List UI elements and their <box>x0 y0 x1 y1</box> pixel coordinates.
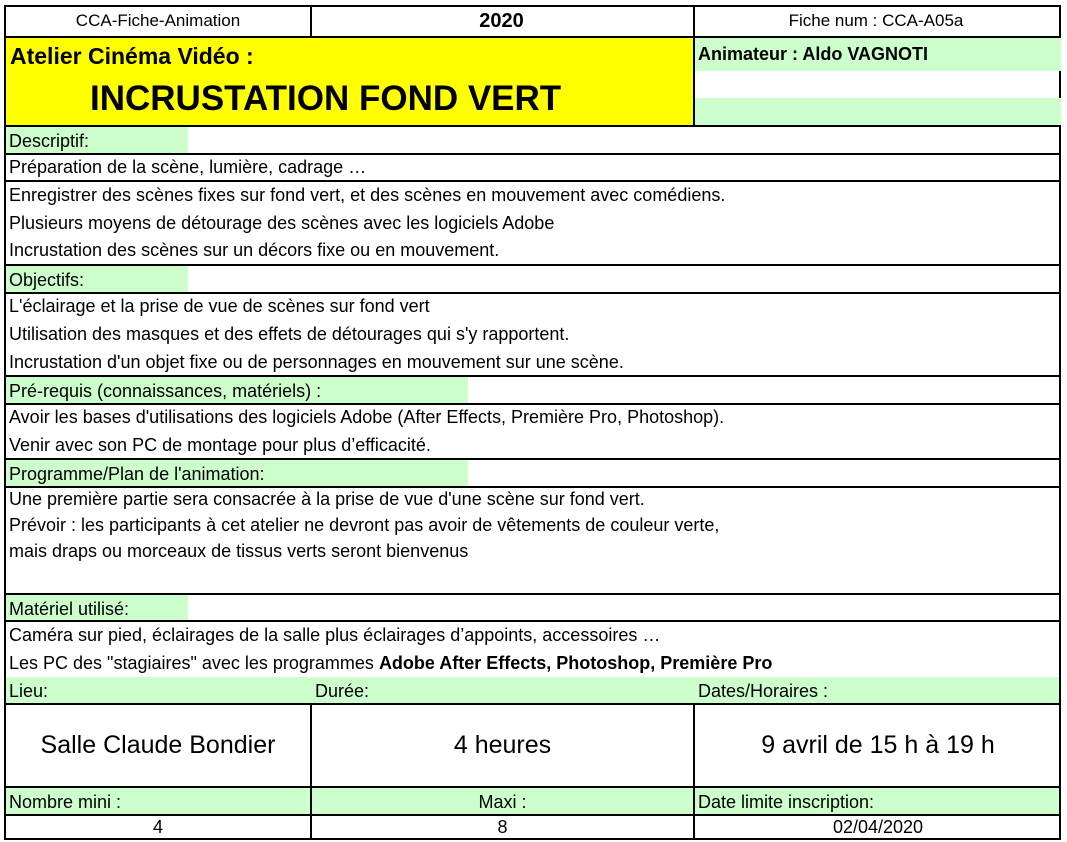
descriptif-line: Plusieurs moyens de détourage des scènes avec les logiciels Adobe <box>9 213 555 233</box>
divider <box>6 620 1059 622</box>
divider <box>6 458 1059 460</box>
maxi-label: Maxi : <box>478 792 527 812</box>
descriptif-line: Préparation de la scène, lumière, cadrage … <box>9 157 367 177</box>
programme-line: Prévoir : les participants à cet atelier ne devront pas avoir de vêtements de couleur verte, <box>9 515 720 535</box>
duree-value: 4 heures <box>453 731 552 759</box>
objectifs-line: Utilisation des masques et des effets de détourages qui s'y rapportent. <box>9 324 570 344</box>
mini-label-cell: Nombre mini : <box>6 788 1059 814</box>
descriptif-line: Enregistrer des scènes fixes sur fond vert, et des scènes en mouvement avec comédiens. <box>9 185 726 205</box>
divider <box>693 7 695 127</box>
objectifs-line: Incrustation d'un objet fixe ou de personnages en mouvement sur une scène. <box>9 352 624 372</box>
divider <box>6 593 1059 595</box>
divider <box>6 180 1059 182</box>
header-fiche-number: Fiche num : CCA-A05a <box>788 11 964 30</box>
section-label-prerequis: Pré-requis (connaissances, matériels) : <box>6 377 468 403</box>
divider <box>6 264 1059 266</box>
divider <box>6 153 1059 155</box>
divider <box>693 703 695 838</box>
maxi-value: 8 <box>497 817 508 837</box>
materiel-line <box>9 649 772 677</box>
divider <box>6 786 1059 788</box>
divider <box>6 292 1059 294</box>
animateur-filler <box>695 98 1061 125</box>
header-year: 2020 <box>479 10 524 32</box>
materiel-line: Caméra sur pied, éclairages de la salle plus éclairages d’appoints, accessoires … <box>9 625 661 645</box>
lieu-value: Salle Claude Bondier <box>40 731 276 759</box>
prerequis-line: Venir avec son PC de montage pour plus d’efficacité. <box>9 435 431 455</box>
divider <box>6 703 1059 705</box>
page-title: INCRUSTATION FOND VERT <box>90 79 562 118</box>
dates-value: 9 avril de 15 h à 19 h <box>761 731 995 759</box>
section-label-objectifs: Objectifs: <box>6 266 188 292</box>
lieu-label: Lieu: <box>6 677 1059 703</box>
materiel-software-list: Adobe After Effects, Photoshop, Première Pro <box>378 653 773 673</box>
section-label-descriptif: Descriptif: <box>6 127 188 153</box>
section-label-programme: Programme/Plan de l'animation: <box>6 460 468 486</box>
divider <box>310 703 312 838</box>
divider <box>6 403 1059 405</box>
duree-label: Durée: <box>315 681 370 701</box>
programme-line: mais draps ou morceaux de tissus verts seront bienvenus <box>9 541 469 561</box>
limite-value: 02/04/2020 <box>832 817 924 837</box>
divider <box>6 486 1059 488</box>
limite-label: Date limite inscription: <box>698 792 875 812</box>
prerequis-line: Avoir les bases d'utilisations des logiciels Adobe (After Effects, Première Pro, Photoshop). <box>9 407 725 427</box>
title-block <box>6 38 693 125</box>
divider <box>310 7 312 36</box>
programme-line: Une première partie sera consacrée à la prise de vue d'une scène sur fond vert. <box>9 489 645 509</box>
divider <box>6 125 1059 127</box>
divider <box>6 814 1059 816</box>
objectifs-line: L'éclairage et la prise de vue de scènes sur fond vert <box>9 296 430 316</box>
title-line-1: Atelier Cinéma Vidéo : <box>10 43 254 69</box>
descriptif-line: Incrustation des scènes sur un décors fixe ou en mouvement. <box>9 240 500 260</box>
mini-value: 4 <box>152 817 163 837</box>
materiel-line-2-prefix: Les PC des "stagiaires" avec les programmes <box>9 653 379 673</box>
header-form-code: CCA-Fiche-Animation <box>75 11 241 30</box>
divider <box>6 36 1059 38</box>
dates-label: Dates/Horaires : <box>698 681 829 701</box>
section-label-materiel: Matériel utilisé: <box>6 595 188 620</box>
animateur: Animateur : Aldo VAGNOTI <box>698 44 929 64</box>
activity-sheet <box>4 5 1061 840</box>
divider <box>6 375 1059 377</box>
